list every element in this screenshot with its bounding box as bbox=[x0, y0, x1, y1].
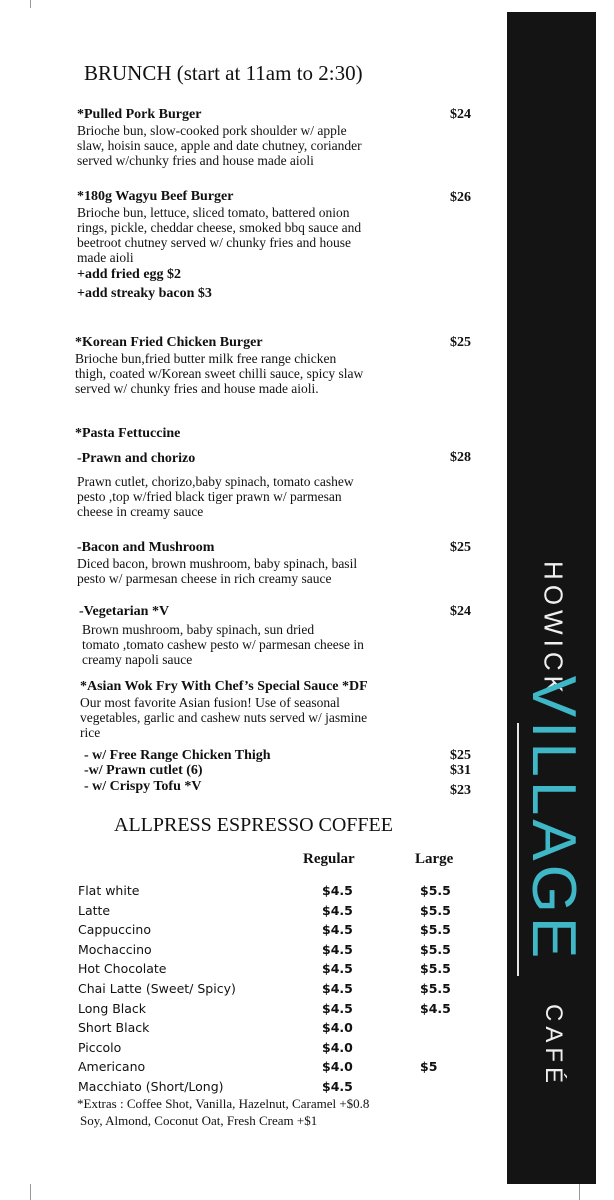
item-price: $26 bbox=[450, 190, 471, 205]
coffee-price-regular: $4.5 bbox=[322, 981, 353, 996]
item-desc: slaw, hoisin sauce, apple and date chutney, coriander bbox=[77, 138, 362, 153]
coffee-price-regular: $4.5 bbox=[322, 1079, 353, 1094]
coffee-row bbox=[0, 922, 500, 942]
coffee-price-regular: $4.5 bbox=[322, 902, 353, 918]
item-desc: Brioche bun, lettuce, sliced tomato, battered onion bbox=[77, 205, 350, 220]
coffee-extras: *Extras : Coffee Shot, Vanilla, Hazelnut, Caramel +$0.8 bbox=[77, 1096, 370, 1111]
crop-mark bbox=[30, 1184, 31, 1200]
item-name: *Asian Wok Fry With Chef’s Special Sauce *DF bbox=[80, 679, 368, 694]
crop-mark bbox=[30, 0, 31, 8]
coffee-name: Americano bbox=[78, 1059, 146, 1075]
item-desc: rice bbox=[80, 725, 101, 740]
coffee-row bbox=[0, 903, 500, 923]
coffee-title: ALLPRESS ESPRESSO COFFEE bbox=[114, 814, 393, 836]
brand-howick: HOWICK bbox=[538, 561, 569, 698]
coffee-row bbox=[0, 1040, 500, 1060]
coffee-name: Hot Chocolate bbox=[78, 961, 167, 977]
coffee-price-regular: $4.0 bbox=[322, 1039, 353, 1055]
item-desc: tomato ,tomato cashew pesto w/ parmesan cheese in bbox=[82, 637, 364, 652]
item-name: *Pasta Fettuccine bbox=[75, 426, 181, 441]
coffee-row bbox=[0, 981, 500, 1001]
coffee-col-regular: Regular bbox=[303, 851, 355, 867]
coffee-name: Piccolo bbox=[78, 1039, 122, 1055]
coffee-price-large: $5 bbox=[420, 1059, 438, 1075]
item-price: $25 bbox=[450, 540, 471, 555]
wok-option: - w/ Crispy Tofu *V bbox=[84, 779, 202, 794]
item-name: *Pulled Pork Burger bbox=[77, 107, 202, 122]
brand-cafe: CAFÉ bbox=[540, 1003, 567, 1089]
crop-mark bbox=[579, 1184, 580, 1200]
wok-option-price: $31 bbox=[450, 763, 471, 778]
item-desc: beetroot chutney served w/ chunky fries and house bbox=[77, 235, 352, 250]
item-addon: +add streaky bacon $3 bbox=[77, 286, 212, 301]
brand-village: VILLAGE bbox=[519, 675, 588, 963]
coffee-row bbox=[0, 1020, 500, 1040]
item-price: $28 bbox=[450, 450, 471, 465]
coffee-price-large: $5.5 bbox=[420, 981, 451, 996]
wok-option-price: $23 bbox=[450, 783, 471, 798]
coffee-price-regular: $4.5 bbox=[322, 922, 353, 938]
coffee-price-regular: $4.5 bbox=[322, 1000, 353, 1016]
item-desc: made aioli bbox=[77, 250, 134, 265]
wok-option: - w/ Free Range Chicken Thigh bbox=[84, 748, 271, 763]
coffee-row bbox=[0, 883, 500, 903]
coffee-price-regular: $4.0 bbox=[322, 1059, 353, 1075]
coffee-name: Chai Latte (Sweet/ Spicy) bbox=[78, 981, 236, 996]
item-desc: vegetables, garlic and cashew nuts served w/ jasmine bbox=[80, 710, 368, 725]
coffee-name: Latte bbox=[78, 902, 111, 918]
coffee-price-large: $5.5 bbox=[420, 941, 451, 957]
coffee-price-large: $5.5 bbox=[420, 922, 451, 938]
item-desc: pesto w/ parmesan cheese in rich creamy sauce bbox=[77, 571, 332, 586]
coffee-price-regular: $4.5 bbox=[322, 941, 353, 957]
item-desc: pesto ,top w/fried black tiger prawn w/ parmesan bbox=[77, 489, 342, 504]
coffee-row bbox=[0, 961, 500, 981]
coffee-row bbox=[0, 1001, 500, 1021]
coffee-name: Mochaccino bbox=[78, 941, 152, 957]
item-desc: Brown mushroom, baby spinach, sun dried bbox=[82, 622, 315, 637]
coffee-col-large: Large bbox=[415, 851, 454, 867]
coffee-row bbox=[0, 1059, 500, 1079]
item-desc: thigh, coated w/Korean sweet chilli sauce, spicy slaw bbox=[75, 366, 364, 381]
item-desc: served w/ chunky fries and house made aioli. bbox=[75, 381, 319, 396]
item-price: $24 bbox=[450, 604, 471, 619]
coffee-row bbox=[0, 942, 500, 962]
wok-option: -w/ Prawn cutlet (6) bbox=[84, 763, 203, 778]
coffee-price-large: $5.5 bbox=[420, 961, 451, 977]
item-name: *180g Wagyu Beef Burger bbox=[77, 189, 234, 204]
item-desc: creamy napoli sauce bbox=[82, 652, 193, 667]
item-addon: +add fried egg $2 bbox=[77, 267, 182, 282]
coffee-name: Cappuccino bbox=[78, 922, 151, 938]
coffee-extras: Soy, Almond, Coconut Oat, Fresh Cream +$1 bbox=[80, 1113, 318, 1128]
item-name: -Vegetarian *V bbox=[79, 604, 170, 619]
coffee-price-regular: $4.0 bbox=[322, 1020, 353, 1036]
wok-option-price: $25 bbox=[450, 748, 471, 763]
coffee-price-regular: $4.5 bbox=[322, 883, 353, 898]
coffee-price-large: $5.5 bbox=[420, 902, 451, 918]
brunch-title: BRUNCH (start at 11am to 2:30) bbox=[84, 61, 363, 85]
item-desc: Brioche bun, slow-cooked pork shoulder w/ apple bbox=[77, 123, 347, 138]
item-price: $25 bbox=[450, 335, 471, 350]
item-price: $24 bbox=[450, 107, 471, 122]
item-desc: Brioche bun,fried butter milk free range chicken bbox=[75, 351, 337, 366]
coffee-name: Long Black bbox=[78, 1000, 147, 1016]
coffee-name: Flat white bbox=[78, 883, 140, 898]
item-name: *Korean Fried Chicken Burger bbox=[75, 335, 263, 350]
item-desc: Diced bacon, brown mushroom, baby spinach, basil bbox=[77, 556, 358, 571]
item-desc: served w/chunky fries and house made aioli bbox=[77, 153, 314, 168]
item-desc: Prawn cutlet, chorizo,baby spinach, tomato cashew bbox=[77, 474, 354, 489]
coffee-price-large: $4.5 bbox=[420, 1000, 451, 1016]
item-desc: Our most favorite Asian fusion! Use of seasonal bbox=[80, 695, 340, 710]
item-name: -Prawn and chorizo bbox=[77, 451, 196, 466]
item-desc: cheese in creamy sauce bbox=[77, 504, 204, 519]
item-name: -Bacon and Mushroom bbox=[77, 540, 215, 555]
coffee-name: Short Black bbox=[78, 1020, 150, 1036]
coffee-name: Macchiato (Short/Long) bbox=[78, 1079, 224, 1094]
coffee-price-regular: $4.5 bbox=[322, 961, 353, 977]
coffee-price-large: $5.5 bbox=[420, 883, 451, 898]
item-desc: rings, pickle, cheddar cheese, smoked bbq sauce and bbox=[77, 220, 362, 235]
